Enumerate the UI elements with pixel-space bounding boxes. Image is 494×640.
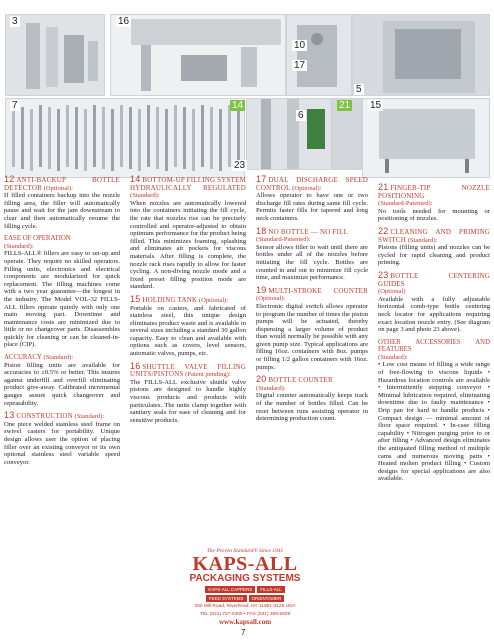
nozzle-tube xyxy=(201,105,204,167)
nozzle-tube xyxy=(102,107,105,169)
photo-label: 6 xyxy=(298,110,304,121)
section-note: (Optional): xyxy=(198,296,229,304)
section-number: 19 xyxy=(256,284,267,295)
nozzle-tube xyxy=(57,109,60,171)
section-body: Portable on casters, and fabricated of stainless steel, this unique design eliminates product waste and is available in several sizes including a standard 30 gallon capacity. Easy to clean and available with options such as covers, level sensors, automatic valves, pumps, etc. xyxy=(130,304,246,358)
photo-label: 10 xyxy=(294,40,306,51)
photo-label: 5 xyxy=(356,84,362,95)
nozzle-tube xyxy=(156,107,159,169)
photo-label: 16 xyxy=(118,16,130,27)
section-body: If filled containers backup into the nozzle filling area, the filler will automatically pause and wait for the jam downstream to clear and then automatically resume the filling cycle. xyxy=(4,192,120,230)
nozzle-tube xyxy=(174,105,177,167)
brand-row xyxy=(180,586,310,593)
section-body: Piston filling units are available for accuracies to ±0.5% or better. This insures against underfill and overfill eliminating product give-away. Calibrated incremental gauges assure quick changeover and repeatability. xyxy=(4,361,120,407)
section-heading xyxy=(378,269,490,288)
column-2 xyxy=(130,176,246,429)
section-body: Pistons (filling units) and nozzles can be cycled for rapid cleaning and product priming. xyxy=(378,244,490,267)
company-footer xyxy=(180,548,310,626)
section-note: (Patent pending): xyxy=(185,371,231,379)
section-body: The FILLS-ALL exclusive shuttle valve pistons are designed to handle highly viscous products and products with particulates. The units clamp together with sanitary seals for ease of cleaning and for sensitive products. xyxy=(130,378,246,424)
photo-label: 3 xyxy=(12,16,18,27)
photo-dual-discharge xyxy=(286,14,352,96)
tagline: The Proven Standard® Since 1941 xyxy=(206,548,284,554)
section-body: Sensor allows filler to wait until there are bottles under all of the nozzles before initiating the fill cycle. Bottles are counted in and out to minimize fill cycle time, and maximize performance. xyxy=(256,243,368,282)
nozzle-tube xyxy=(12,105,15,167)
section-title: EASE OF OPERATION xyxy=(4,235,71,243)
section-number: 17 xyxy=(256,174,267,184)
section-heading xyxy=(130,176,246,192)
column-4 xyxy=(378,184,490,488)
section-body: Electronic digital switch allows operator to program the number of times the piston pumps will be actuated, thereby dispensing a larger volume of product than would normally be possible with any given pump size. Typical applications are filling 16oz. containers with 8oz. pumps or filling 1/2 gallon containers with 16oz. pumps. xyxy=(256,302,368,371)
column-3 xyxy=(256,176,368,428)
company-logo-subtitle: PACKAGING SYSTEMS xyxy=(189,573,301,584)
brand-row xyxy=(180,595,310,602)
section-body: When nozzles are automatically lowered into the containers initiating the fill cycle, the rate that nozzles rise can be precisely controlled and operator-adjusted to obtain optimum performance for the product being filled. This minimizes foaming, splashing and eliminates air pockets for viscous materials. After filling is complete, the nozzle rack rises rapidly to allow for faster cycling. A non-diving nozzle mode and a fixed preset filling position mode are standard. xyxy=(130,199,246,291)
section-note: (Optional): xyxy=(292,184,322,192)
photo-label: 14 xyxy=(232,100,244,111)
section-number: 18 xyxy=(256,225,267,236)
nozzle-tube xyxy=(120,105,123,167)
nozzle-tube xyxy=(48,107,51,169)
photo-piston-assembly xyxy=(5,14,105,96)
section-number: 12 xyxy=(4,174,15,184)
section-heading xyxy=(256,284,368,295)
section-number: 20 xyxy=(256,374,267,385)
section-body: FILLS-ALL® fillers are easy to set-up and operate. They require no skilled operators. Filling units, electronics and electrical components are modularized for quick replacement. The filling machines come with a two year guarantee—the longest in the industry. The Model VOL-32 FILLS-ALL fillers operate quietly with only one main moving part. Downtime and maintenance costs are minimized due to little or no changeover parts. Disassembles quickly for cleaning or can be cleaned-in-place (CIP). xyxy=(4,250,120,349)
company-phone: TEL (631) 727-0300 • FAX (631) 369-5939 xyxy=(199,612,291,617)
photo-label: 17 xyxy=(294,60,306,71)
section-title: SHUTTLE VALVE FILLING UNITS/PISTONS xyxy=(130,362,246,379)
section-note: (Optional): xyxy=(43,184,73,192)
section-note: (Optional) xyxy=(378,288,406,296)
section-title: BOTTLE COUNTER xyxy=(268,376,333,385)
section-number: 15 xyxy=(130,293,141,304)
nozzle-tube xyxy=(192,109,195,171)
nozzle-tube xyxy=(183,107,186,169)
section-heading xyxy=(4,412,73,420)
section-note: (Standard): xyxy=(130,192,160,200)
section-title: BOTTOM-UP FILLING SYSTEM HYDRAULICALLY REGULATED xyxy=(130,176,247,192)
brand-label: FILLS-ALL xyxy=(257,586,285,593)
brand-label: KAPS-ALL CAPPERS xyxy=(205,586,255,593)
nozzle-tube xyxy=(165,109,168,171)
company-address: 200 Mill Road, Riverhead, NY 11901-3125 USA xyxy=(194,604,296,609)
section-note: (Standard): xyxy=(74,413,105,421)
nozzle-tube xyxy=(219,109,222,171)
section-note: (Standard): xyxy=(256,384,286,392)
nozzle-tube xyxy=(21,107,24,169)
section-heading xyxy=(378,184,490,200)
section-title: OTHER ACCESSORIES AND FEATURES xyxy=(378,338,490,354)
section-number: 21 xyxy=(378,182,389,192)
nozzle-tube xyxy=(138,109,141,171)
section-note: (Standard): xyxy=(43,354,74,362)
section-title: NO BOTTLE — NO FILL xyxy=(268,227,349,236)
photo-label: 21 xyxy=(339,100,351,111)
section-note: (Standard-Patented): xyxy=(256,236,311,244)
nozzle-tube xyxy=(147,105,150,167)
photo-touchscreen xyxy=(352,14,490,96)
photo-label: 7 xyxy=(12,100,18,111)
photo-label: 23 xyxy=(234,160,246,171)
nozzle-tube xyxy=(228,105,231,167)
section-title: BOTTLE CENTERING GUIDES xyxy=(378,271,490,288)
company-website-link[interactable]: www.kapsall.com xyxy=(218,618,272,626)
photo-nozzle-closeup xyxy=(246,98,332,170)
nozzle-tube xyxy=(93,105,96,167)
section-body: Allows operator to have one or two discharge fill rates during same fill cycle. Permits faster fills for tapered and long neck containers. xyxy=(256,192,368,222)
page-number: 7 xyxy=(241,628,246,637)
nozzle-tube xyxy=(39,105,42,167)
section-heading xyxy=(256,225,349,236)
nozzle-tube xyxy=(30,109,33,171)
column-1 xyxy=(4,176,120,471)
section-number: 16 xyxy=(130,360,141,371)
section-title: CLEANING AND PRIMING SWITCH xyxy=(378,227,490,244)
section-number: 14 xyxy=(130,174,141,184)
nozzle-tube xyxy=(210,107,213,169)
section-number: 13 xyxy=(4,410,15,421)
section-note: (Standard): xyxy=(407,236,438,244)
section-note: (Optional): xyxy=(256,295,286,303)
section-number: 23 xyxy=(378,269,389,280)
nozzle-tube xyxy=(84,109,87,171)
nozzle-tube xyxy=(66,105,69,167)
section-body: One piece welded stainless steel frame on swivel casters for portability. Unique design allows user the option of placing filler over an existing conveyor or its own optional stainless steel variable speed conveyor. xyxy=(4,420,120,466)
section-title: FINGER-TIP NOZZLE POSITIONING xyxy=(378,184,490,200)
section-title: CONSTRUCTION xyxy=(16,412,73,421)
section-body: Digital counter automatically keeps track of the number of bottles filled. Can be reset between runs assisting operator in determining production count. xyxy=(256,392,368,423)
section-body: Available with a fully adjustable horizontal comb-type bottle centering neck locator for applications requiring exact location nozzle entry. (See diagram on page 3 and photo 23 above). xyxy=(378,295,490,334)
section-title: ACCURACY xyxy=(4,354,42,362)
section-title: ANTI-BACKUP BOTTLE DETECTOR xyxy=(4,176,120,192)
nozzle-tube xyxy=(129,107,132,169)
section-title: DUAL DISCHARGE SPEED CONTROL xyxy=(256,176,368,192)
section-title: HOLDING TANK xyxy=(142,295,198,304)
company-logo: KAPS-ALL xyxy=(192,553,298,575)
section-body: • Low cost means of filling a wide range of free-flowing to viscous liquids • Hazardous location controls are available • Intermittently stepping conveyor • Minimal lubrication required, eliminating downtime due to faulty maintenance • Drip pan for hard to handle products • Compact design — minimal amount of floor space required. • In-case filling capability • Nitrogen purging prior to or after filling • Advanced design eliminates the antiquated filling method of multiple cams and numerous moving parts • Heated molten product filling • Custom designs for special applications are also available. xyxy=(378,361,490,483)
nozzle-tube xyxy=(111,109,114,171)
section-heading xyxy=(130,293,198,304)
photo-label: 15 xyxy=(370,100,382,111)
photo-nozzle-rack xyxy=(5,98,245,178)
section-note: (Standard): xyxy=(4,242,34,250)
section-note: (Standard): xyxy=(378,353,408,361)
section-number: 22 xyxy=(378,225,389,236)
brand-label: FEED SYSTEMS xyxy=(206,595,247,602)
brand-label: ORIENTAMER xyxy=(249,595,285,602)
section-body: No tools needed for mounting or positioning of nozzles. xyxy=(378,207,490,223)
nozzle-tube xyxy=(75,107,78,169)
section-title: MULTI-STROKE COUNTER xyxy=(268,286,368,295)
section-note: (Standard-Patented): xyxy=(378,200,433,208)
photo-shuttle-valve xyxy=(110,14,286,96)
section-heading xyxy=(256,376,333,384)
